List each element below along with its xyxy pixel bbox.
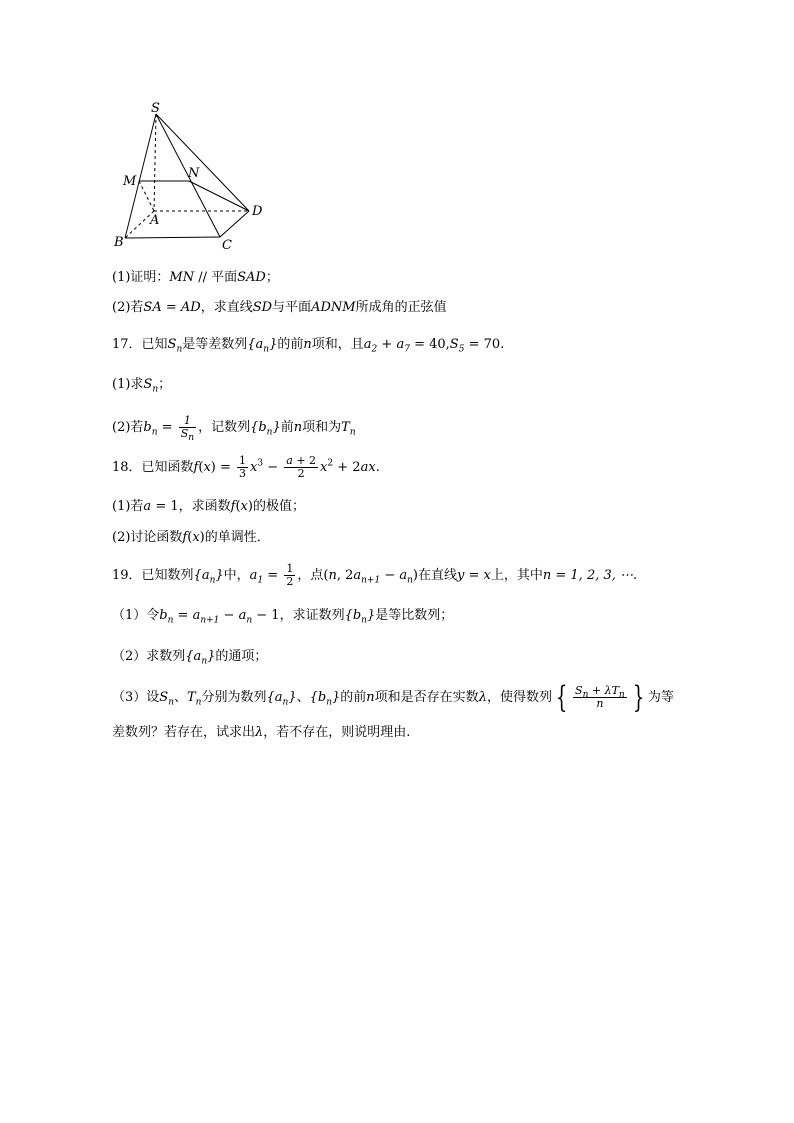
edge-ND [189,181,249,211]
q19-stem: 19．已知数列$\{a_n\}$中，$a_1$ = $\frac{1}{2}$ ，点(n, $2a_{n+1} - a_n$)在直线y = x上，其中n = 1, 2, 3, ⋯. [112,562,638,588]
label-S: S [151,101,160,116]
label-N: N [188,166,200,181]
q16-part2: (2)若SA = AD，求直线SD与平面ADNM所成角的正弦值 [112,300,447,315]
q17-stem: 17．已知$S_n$是等差数列$\{a_n\}$的前n项和，且$a_2 + a_7 = 40,S_5 = 70$. [112,337,505,355]
edge-SA [154,114,156,211]
edge-MA [139,181,154,211]
label-C: C [222,238,232,253]
q19-part3-cont: 差数列？若存在，试求出λ，若不存在，则说明理由. [112,725,411,740]
q16-part1: (1)证明：MN // 平面SAD； [112,270,279,285]
q19-part1: （1）令$b_n = a_{n+1} - a_n - 1$，求证数列$\{b_n\}$是等比数列； [112,608,454,626]
pyramid-figure [110,100,280,260]
q17-part2: (2)若$b_n$ = $\frac{1}{S_n}$ ，记数列$\{b_n\}$前n项和为$T_n$ [112,414,356,444]
label-A: A [150,213,160,228]
label-B: B [114,235,124,250]
label-D: D [252,204,263,219]
q18-part2: (2)讨论函数f(x)的单调性． [112,530,270,545]
q18-part1: (1)若a = 1，求函数f(x)的极值； [112,499,305,514]
edge-SD [156,114,249,211]
label-M: M [123,174,137,189]
q17-part1: (1)求$S_n$； [112,377,172,395]
edge-BC [125,237,220,238]
edge-CD [220,211,249,237]
q18-stem: 18．已知函数f(x) = $\frac{1}{3}$ $x^3$ − $\frac{a + 2}{2}$ $x^2 + 2ax$. [112,454,380,480]
q19-part3: （3）设$S_n$、$T_n$分别为数列$\{a_n\}$、$\{b_n\}$的前n项和是否存在实数λ，使得数列 { $\frac{S_n + \lambda T_n}{n}$ } 为等 [112,679,674,715]
q19-part2: （2）求数列$\{a_n\}$的通项； [112,649,268,667]
